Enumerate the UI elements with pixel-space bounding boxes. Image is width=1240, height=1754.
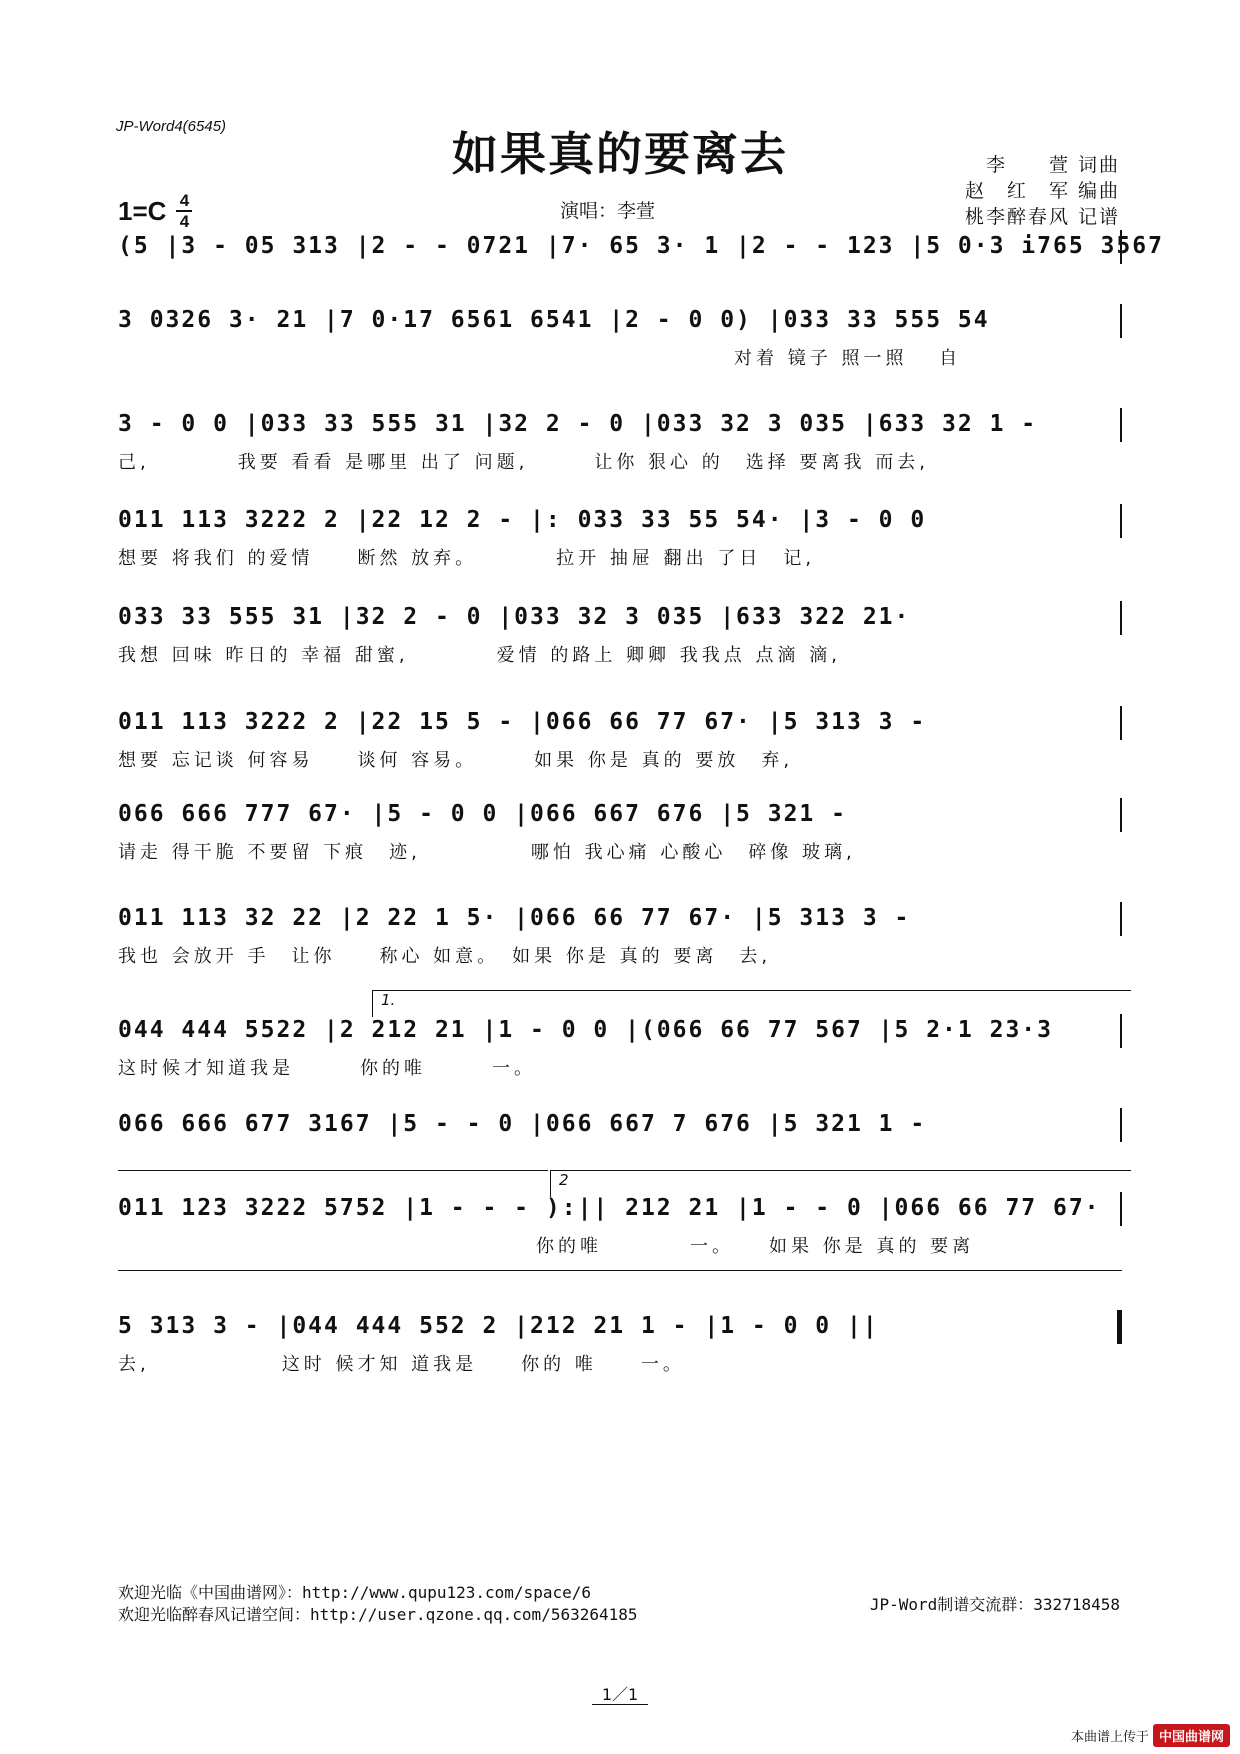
barline <box>1120 902 1122 936</box>
notation-line: 011 113 32 22 |2 22 1 5· |066 66 77 67· |5 313 3 - <box>118 905 911 931</box>
barline <box>1120 1108 1122 1142</box>
software-label: JP-Word4(6545) <box>116 118 227 135</box>
footer-links <box>118 1582 638 1626</box>
upload-note: 本曲谱上传于 <box>1070 1730 1149 1745</box>
lyric-line <box>118 270 1122 300</box>
lyric-line: 我也 会放开 手 让你 称心 如意。 如果 你是 真的 要离 去, <box>118 946 772 967</box>
notation-line: 5 313 3 - |044 444 552 2 |212 21 1 - |1 - 0 0 || <box>118 1313 879 1339</box>
key-signature <box>118 192 192 230</box>
chat-group-info: JP-Word制谱交流群：332718458 <box>869 1595 1120 1614</box>
lyric-line: 想要 忘记谈 何容易 谈何 容易。 如果 你是 真的 要放 弃, <box>118 750 794 771</box>
notation-line: 011 113 3222 2 |22 15 5 - |066 66 77 67· |5 313 3 - <box>118 709 927 735</box>
lyric-line: 对着 镜子 照一照 自 <box>118 348 962 369</box>
notation-line: 033 33 555 31 |32 2 - 0 |033 32 3 035 |633 322 21· <box>118 604 911 630</box>
lyric-line: 你的唯 一。 如果 你是 真的 要离 <box>118 1236 975 1257</box>
barline <box>1120 601 1122 635</box>
singer-credit: 演唱：李萱 <box>560 200 656 222</box>
first-ending-continuation-line <box>118 1170 548 1171</box>
barline <box>1120 230 1122 264</box>
lyric-line: 己, 我要 看看 是哪里 出了 问题, 让你 狠心 的 选择 要离我 而去, <box>118 452 929 473</box>
time-top: 4 <box>179 191 190 210</box>
upload-watermark <box>1071 1724 1230 1747</box>
transcriber-credit: 桃李醉春风 记谱 <box>964 206 1120 228</box>
lyric-line: 我想 回味 昨日的 幸福 甜蜜, 爱情 的路上 卿卿 我我点 点滴 滴, <box>118 645 841 666</box>
lyric-line: 这时候才知道我是 你的唯 一。 <box>118 1058 536 1079</box>
second-ending-label: 2 <box>559 1171 569 1189</box>
barline <box>1120 408 1122 442</box>
barline <box>1120 1014 1122 1048</box>
lyric-line: 请走 得干脆 不要留 下痕 迹, 哪怕 我心痛 心酸心 碎像 玻璃, <box>118 842 856 863</box>
first-ending-label: 1. <box>381 991 396 1009</box>
notation-line: (5 |3 - 05 313 |2 - - 0721 |7· 65 3· 1 |2 - - 123 |5 0·3 i765 3567 <box>118 233 1164 259</box>
barline <box>1120 798 1122 832</box>
lyric-line: 去, 这时 候才知 道我是 你的 唯 一。 <box>118 1354 685 1375</box>
footer-link-qzone[interactable]: 欢迎光临醉春风记谱空间：http://user.qzone.qq.com/563264185 <box>118 1605 638 1624</box>
notation-line: 3 - 0 0 |033 33 555 31 |32 2 - 0 |033 32 3 035 |633 32 1 - <box>118 411 1038 437</box>
time-bottom: 4 <box>179 212 190 231</box>
barline <box>1120 706 1122 740</box>
key-label: 1=C <box>118 195 167 226</box>
page-number-text: 1／1 <box>592 1685 648 1705</box>
footer-link-qupu[interactable]: 欢迎光临《中国曲谱网》：http://www.qupu123.com/space/6 <box>118 1583 591 1602</box>
barline <box>1120 1192 1122 1226</box>
notation-line: 011 123 3222 5752 |1 - - - ):|| 212 21 |1 - - 0 |066 66 77 67· <box>118 1195 1101 1221</box>
lyricist-credit: 李 萱 词曲 <box>985 154 1120 176</box>
site-logo: 中国曲谱网 <box>1153 1724 1230 1747</box>
notation-line: 011 113 3222 2 |22 12 2 - |: 033 33 55 54· |3 - 0 0 <box>118 507 927 533</box>
lyric-line: 想要 将我们 的爱情 断然 放弃。 拉开 抽屉 翻出 了日 记, <box>118 548 816 569</box>
time-signature <box>176 192 192 230</box>
barline <box>1120 304 1122 338</box>
notation-line: 044 444 5522 |2 212 21 |1 - 0 0 |(066 66 77 567 |5 2·1 23·3 <box>118 1017 1053 1043</box>
credits-block <box>965 152 1120 230</box>
song-title: 如果真的要离去 <box>452 127 788 181</box>
notation-line: 066 666 777 67· |5 - 0 0 |066 667 676 |5 321 - <box>118 801 847 827</box>
notation-line: 3 0326 3· 21 |7 0·17 6561 6541 |2 - 0 0) |033 33 555 54 <box>118 307 990 333</box>
page-number <box>0 1682 1240 1705</box>
second-ending-continuation-line <box>118 1270 1122 1271</box>
arranger-credit: 赵 红 军 编曲 <box>964 180 1120 202</box>
notation-line: 066 666 677 3167 |5 - - 0 |066 667 7 676 |5 321 1 - <box>118 1111 927 1137</box>
barline <box>1120 504 1122 538</box>
final-barline <box>1117 1310 1122 1344</box>
